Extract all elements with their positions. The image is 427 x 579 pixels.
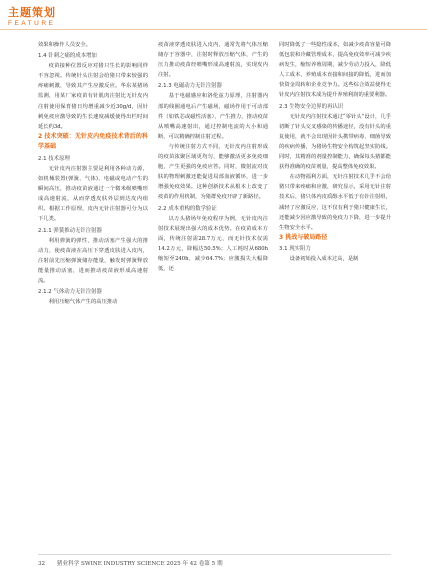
- paragraph: 利用弹簧的弹性，推动活塞产生强大的推动力，使疫苗液在高压下穿透皮肤进入皮内，注射前先压缩弹簧储存能量，触发时弹簧释放能量推动活塞，进而推动疫苗液形成高速射流。: [38, 237, 148, 284]
- paragraph: 效果和操作人员安全。: [38, 42, 91, 48]
- subsection-heading: 2.3 生物安全边界的再认识: [279, 103, 344, 110]
- header-divider: [0, 29, 427, 30]
- paragraph: 疫苗液穿透皮肤进入皮内，通常先将气体压缩储存于容器中，注射时释放压缩气体，产生的压力推动疫苗经喷嘴形成高速射流，实现皮内注射。: [158, 42, 268, 79]
- paragraph: 同时降低了一些隐性成本，如减少疫苗容量可降低包装和冷藏管理成本，提高免疫效率可减少疾病发生，缩短养殖周期，减少劳动力投入，降低人工成本，养殖成本直接和间接的降低，进而加快资金周转和企业竞争力。这些综合效益使得无针皮内注射技术成为提升养殖利润的重要利器。: [279, 42, 391, 99]
- subsection-heading: 2.2 成本重构的数学验证: [158, 205, 217, 212]
- section-heading: 3 挑战与破局路径: [279, 233, 328, 241]
- section-title: 主题策划: [8, 6, 56, 19]
- article-column-1: [38, 40, 148, 307]
- paragraph: 在动物福利方面，无针注射技术几乎不会给猪只带来疼痛和应激，研究显示，采用无针注射技术后，猪只体内皮质醇水平低于有针注射组，减轻了应激反应，这不仅有利于猪只健康生长，还能减少因应激导致的免疫力下降，进一步提升生物安全水平。: [279, 174, 391, 231]
- paragraph: 疫苗接种位置反应对猪只生长的影响同样不容忽视。传统针头注射会给猪只带来较强的疼痛刺激，导致其产生应激反应。华东某猪场监测，用某厂家疫苗有针肌肉注射比无针皮内注射使用保育猪日均增重减少近30g/d，因针刺免疫应激导致的生长速度减缓使得出栏时间延长约3d。: [38, 63, 148, 130]
- paragraph: 基于电磁感应和洛伦兹力原理，注射器内部的线圈通电后产生磁场，磁场作用于可动部件（如铁芯或磁性活塞），产生推力，推动疫苗从喷嘴高速射出，通过控制电流的大小和通断，可以精确控制注射过程。: [158, 93, 268, 140]
- section-heading: 2 技术突破：无针皮内免疫技术背后的科学基础: [38, 132, 148, 151]
- paragraph: 利用压缩气体产生的高压推动: [48, 299, 118, 306]
- section-subtitle: FEATURE: [8, 20, 56, 27]
- subsection-heading: 2.1 技术原理: [38, 155, 70, 162]
- paragraph: 与传统注射方式不同，无针皮内注射形成的疫苗浓聚区域更均匀，能够激活更多免疫细胞，产生更强的免疫应答。同时，微射流对皮肤的物理刺激还能促进局部血液循环，进一步增强免疫效果。这种创新技术从根本上改变了疫苗的作用机制，为猪群免疫开辟了新路径。: [158, 143, 268, 201]
- paragraph: 设备初始投入成本过高，是制: [289, 256, 359, 263]
- subsection-heading: 2.1.2 气体动力无针注射器: [38, 289, 102, 296]
- page-footer: [38, 559, 223, 567]
- subsection-heading: 1.4 针刺之痛的成本增加: [38, 53, 97, 60]
- paragraph: 无针皮内注射技术通过“零针头”设计，几乎切断了针头交叉感染的传播途径，没有针头的重复使用，就不会出现因针头携带病毒、细菌导致的疾病传播，为猪场生物安全构筑起坚实防线。同时，其精准的剂量控制能力，确保每头猪都能获得准确的疫苗剂量，提高整体免疫效果。: [279, 113, 391, 171]
- page-number: 32: [38, 561, 46, 567]
- journal-info: 猪业科学 SWINE INDUSTRY SCIENCE 2025 年 42 卷第 5 期: [56, 561, 223, 567]
- article-column-2: [158, 40, 268, 274]
- article-column-3: [279, 40, 391, 264]
- subsection-heading: 2.1.1 弹簧推动无针注射器: [38, 227, 102, 234]
- footer-divider: [38, 554, 391, 555]
- subsection-heading: 2.1.3 电磁动力无针注射器: [158, 83, 222, 90]
- paragraph: 以万头猪场年免疫程序为例，无针皮内注射技术展现出强大的成本优势。在疫苗成本方面，传统注射需28.7万元，而无针技术仅需14.2万元，降幅达50.5%；人工耗时从680h缩短至240h，减少64.7%；应激损失大幅降低，还: [158, 215, 268, 273]
- section-header: [8, 6, 56, 27]
- subsection-heading: 3.1 现实阻力: [279, 246, 311, 253]
- paragraph: 无针皮内注射器主要是利用各种动力源，如机械装置(弹簧、气体)、电磁或电动产生的瞬间高压，推动疫苗液通过一个微米级喷嘴形成高速射流，从而穿透皮肤外层到达皮内组织。根据工作原理，皮内无针注射器可分为以下几类。: [38, 165, 148, 223]
